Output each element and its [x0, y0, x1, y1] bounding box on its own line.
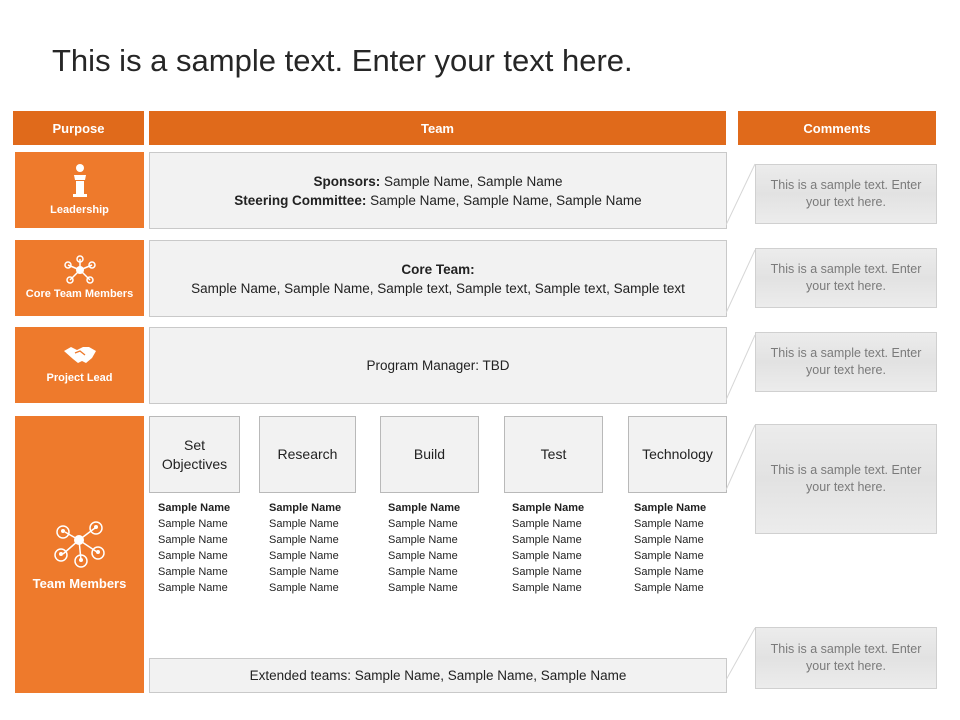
list-item: Sample Name [158, 550, 228, 562]
purpose-leadership-label: Leadership [50, 203, 109, 216]
list-item: Sample Name [512, 518, 582, 530]
list-item: Sample Name [634, 582, 704, 594]
list-item: Sample Name [512, 502, 585, 514]
comment-box: This is a sample text. Enter your text here. [755, 627, 937, 689]
category-research: Research [259, 416, 356, 493]
leadership-team-box [149, 152, 727, 229]
list-item: Sample Name [388, 550, 458, 562]
list-item: Sample Name [158, 534, 228, 546]
extended-teams-text: Extended teams: Sample Name, Sample Name, Sample Name [249, 668, 627, 683]
names-technology [634, 500, 706, 596]
list-item: Sample Name [388, 582, 458, 594]
comment-box: This is a sample text. Enter your text here. [755, 424, 937, 534]
category-build: Build [380, 416, 479, 493]
page-title: This is a sample text. Enter your text here. [52, 43, 633, 78]
extended-teams-box [149, 658, 727, 693]
list-item: Sample Name [158, 566, 228, 578]
team-network-icon [51, 518, 109, 568]
handshake-icon [63, 345, 97, 365]
core-team-box [149, 240, 727, 317]
list-item: Sample Name [269, 534, 339, 546]
list-item: Sample Name [158, 518, 228, 530]
network-people-icon [63, 255, 97, 285]
list-item: Sample Name [512, 566, 582, 578]
names-test [512, 500, 584, 596]
comments-header: Comments [738, 111, 936, 145]
steering-value: Sample Name, Sample Name, Sample Name [366, 192, 642, 208]
purpose-team-members-label: Team Members [32, 576, 127, 591]
purpose-project-lead-label: Project Lead [46, 371, 113, 384]
sponsors-line [313, 172, 562, 191]
list-item: Sample Name [269, 550, 339, 562]
list-item: Sample Name [269, 502, 342, 514]
purpose-leadership [15, 152, 144, 228]
names-set-objectives [158, 500, 230, 596]
purpose-core-team [15, 240, 144, 316]
purpose-project-lead [15, 327, 144, 403]
list-item: Sample Name [388, 502, 461, 514]
comment-box: This is a sample text. Enter your text here. [755, 164, 937, 224]
list-item: Sample Name [634, 550, 704, 562]
list-item: Sample Name [634, 502, 707, 514]
category-technology: Technology [628, 416, 727, 493]
sponsors-label: Sponsors: [313, 173, 381, 189]
comment-connectors [726, 150, 758, 695]
list-item: Sample Name [634, 518, 704, 530]
list-item: Sample Name [512, 534, 582, 546]
purpose-core-team-label: Core Team Members [25, 287, 134, 300]
list-item: Sample Name [512, 582, 582, 594]
list-item: Sample Name [269, 582, 339, 594]
purpose-header: Purpose [13, 111, 144, 145]
category-set-objectives: Set Objectives [149, 416, 240, 493]
list-item: Sample Name [388, 534, 458, 546]
steering-line [234, 191, 641, 210]
list-item: Sample Name [388, 566, 458, 578]
names-research [269, 500, 341, 596]
speaker-podium-icon [69, 163, 91, 197]
list-item: Sample Name [269, 566, 339, 578]
list-item: Sample Name [158, 582, 228, 594]
core-team-value: Sample Name, Sample Name, Sample text, Sample text, Sample text, Sample text [191, 280, 685, 296]
program-manager-text: Program Manager: TBD [366, 358, 510, 373]
project-lead-box [149, 327, 727, 404]
purpose-team-members [15, 416, 144, 693]
names-build [388, 500, 460, 596]
sponsors-value: Sample Name, Sample Name [380, 173, 563, 189]
steering-label: Steering Committee: [234, 192, 367, 208]
comment-box: This is a sample text. Enter your text here. [755, 332, 937, 392]
team-header: Team [149, 111, 726, 145]
list-item: Sample Name [269, 518, 339, 530]
core-team-label: Core Team: [401, 261, 475, 277]
list-item: Sample Name [634, 534, 704, 546]
list-item: Sample Name [388, 518, 458, 530]
list-item: Sample Name [158, 502, 231, 514]
comment-box: This is a sample text. Enter your text here. [755, 248, 937, 308]
list-item: Sample Name [634, 566, 704, 578]
category-test: Test [504, 416, 603, 493]
list-item: Sample Name [512, 550, 582, 562]
